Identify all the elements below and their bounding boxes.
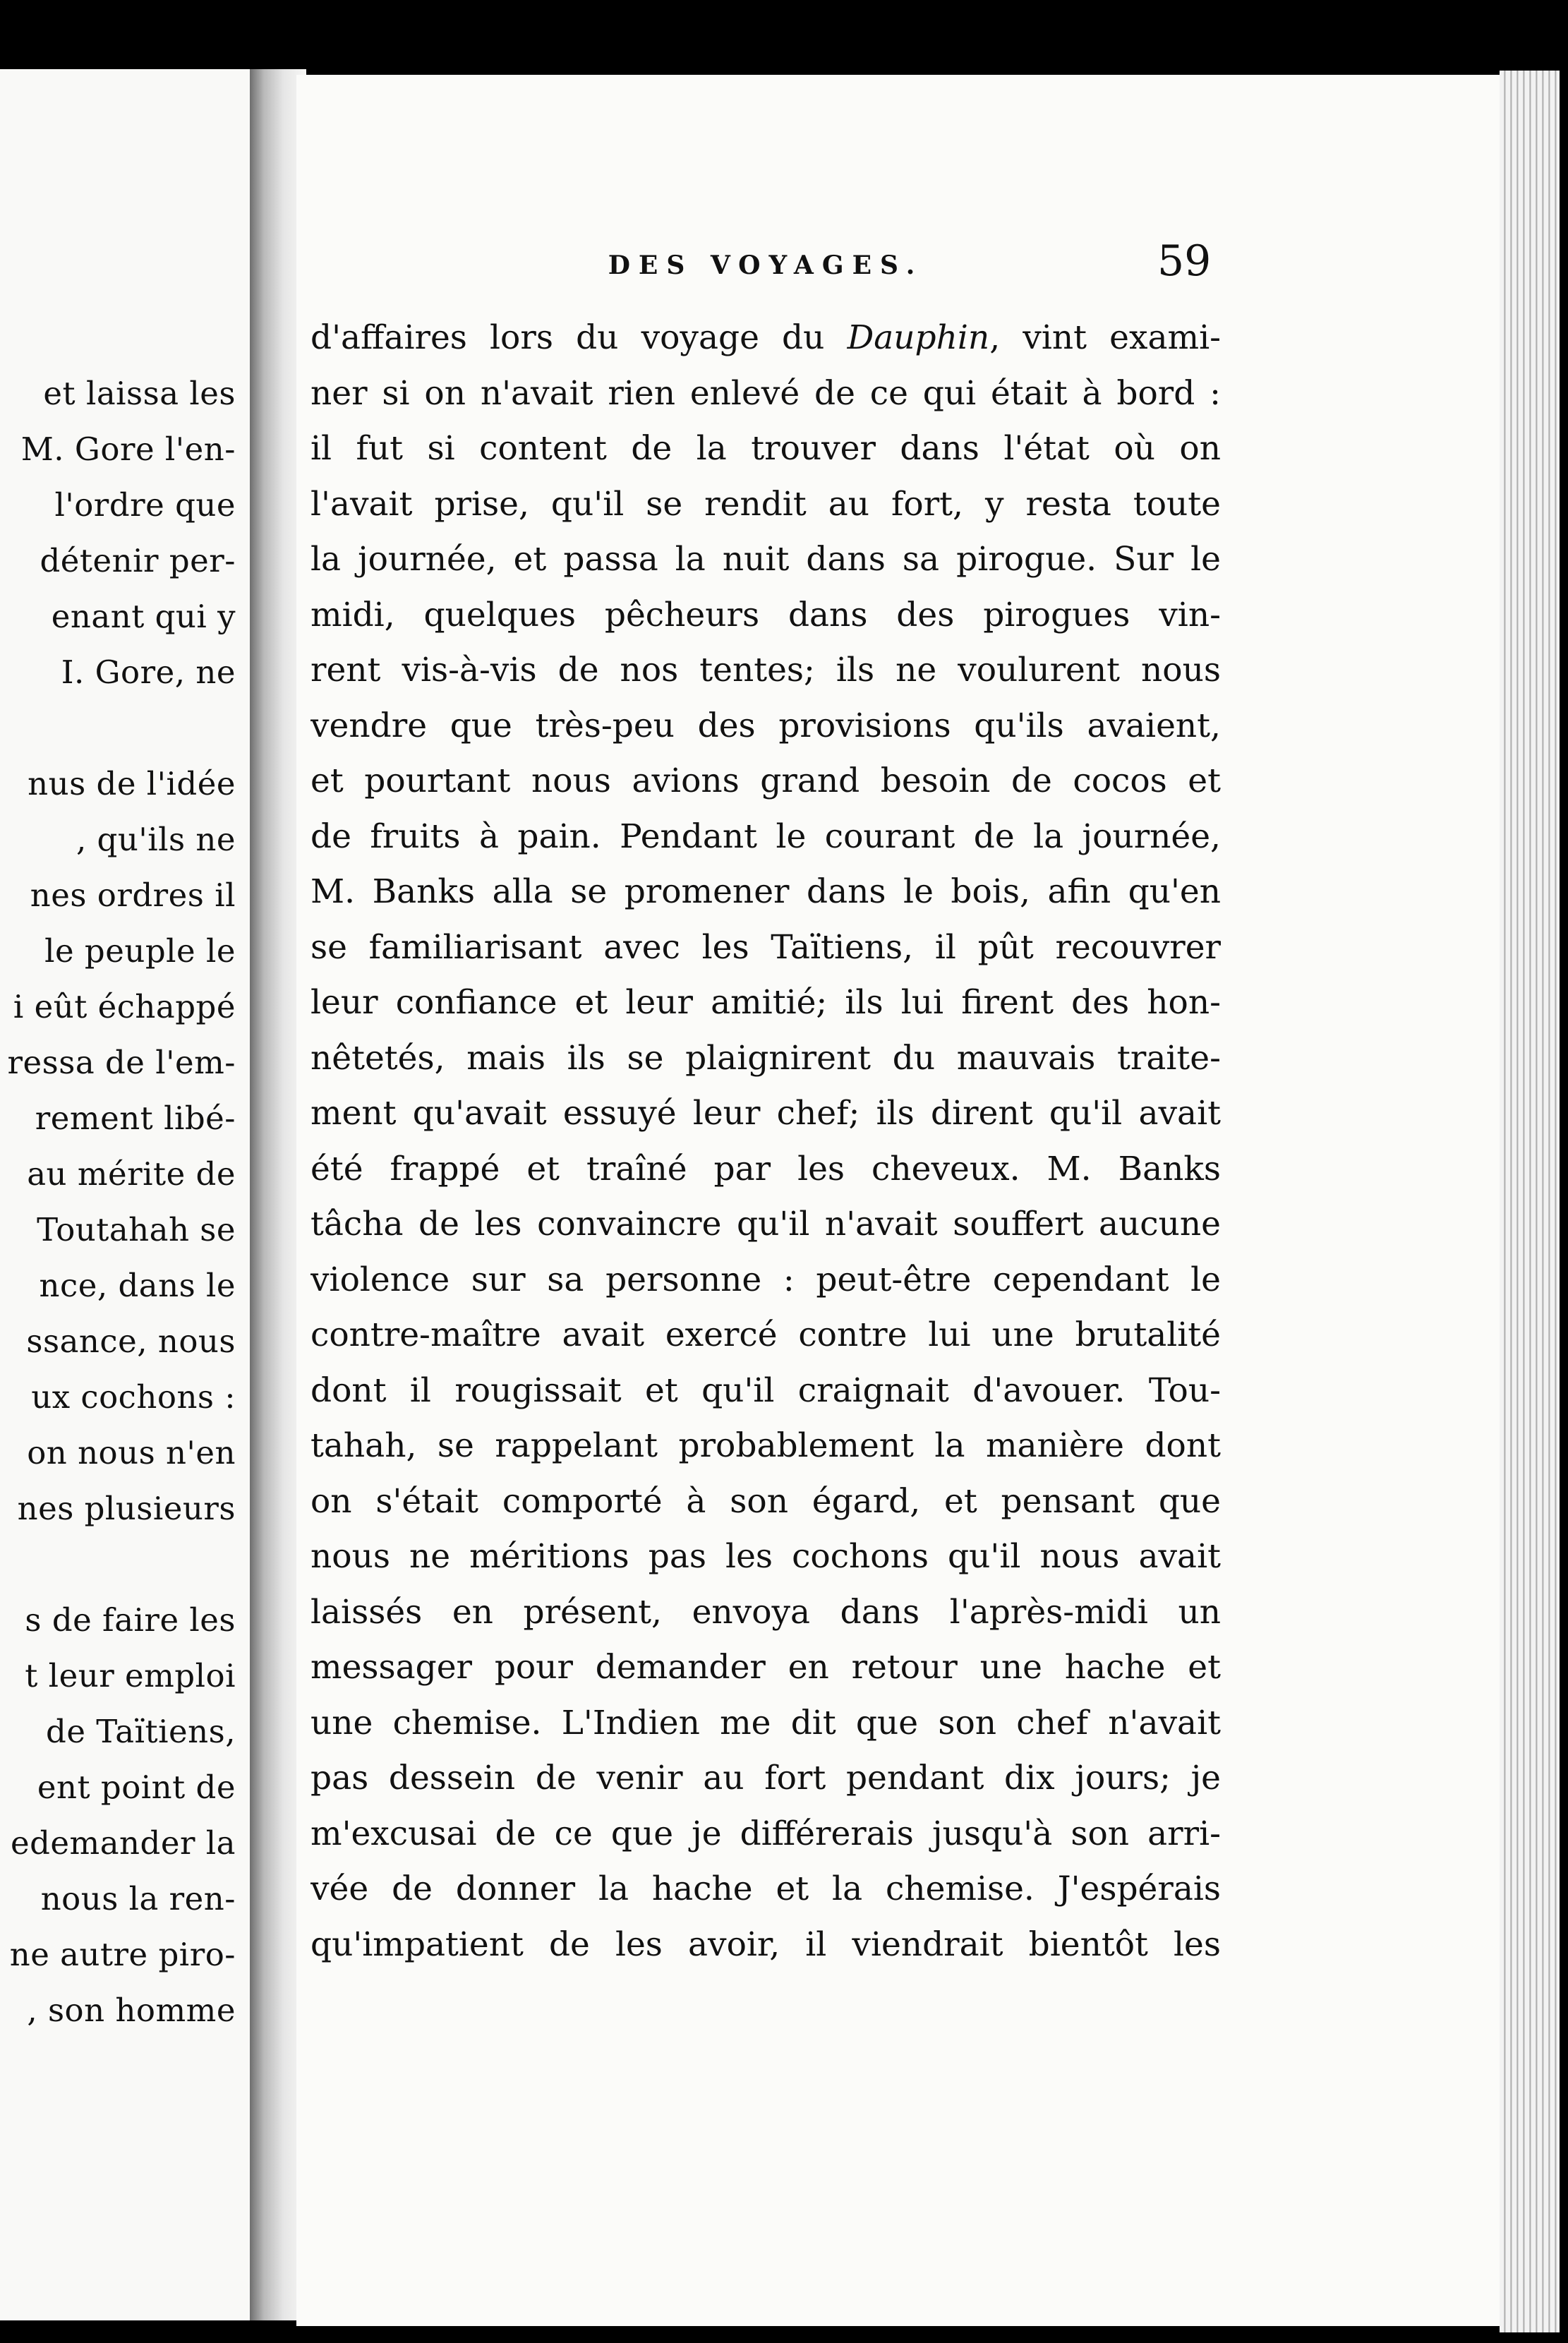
text-line xyxy=(310,1529,1221,1585)
text-span: tahah, se rappelant probablement la manière dont xyxy=(310,1426,1221,1465)
text-line xyxy=(310,1862,1221,1917)
ship-name-italic: Dauphin xyxy=(847,318,990,357)
left-line-blank xyxy=(0,700,236,756)
text-line xyxy=(310,1807,1221,1862)
text-span: nous ne méritions pas les cochons qu'il nous avait xyxy=(310,1537,1221,1576)
text-line xyxy=(310,532,1221,588)
left-line: nous la ren- xyxy=(40,1880,236,1917)
text-span: laissés en présent, envoya dans l'après-midi un xyxy=(310,1592,1221,1632)
text-line xyxy=(310,1308,1221,1363)
text-line xyxy=(310,1585,1221,1641)
text-line xyxy=(310,1917,1221,1973)
text-line xyxy=(310,1474,1221,1530)
body-text xyxy=(310,311,1221,1972)
text-span: se familiarisant avec les Taïtiens, il pût recouvrer xyxy=(310,927,1221,967)
text-span: et pourtant nous avions grand besoin de cocos et xyxy=(310,761,1221,800)
text-span: m'excusai de ce que je différerais jusqu'à son arri- xyxy=(310,1814,1221,1853)
left-page-text xyxy=(0,366,236,2038)
page-edges xyxy=(1500,71,1560,2332)
text-span: M. Banks alla se promener dans le bois, afin qu'en xyxy=(310,872,1221,911)
text-line xyxy=(310,588,1221,644)
text-span: leur confiance et leur amitié; ils lui firent des hon- xyxy=(310,983,1221,1022)
text-line xyxy=(310,366,1221,422)
left-line: Toutahah se xyxy=(37,1211,236,1248)
text-line xyxy=(310,920,1221,976)
text-span: nêtetés, mais ils se plaignirent du mauvais traite- xyxy=(310,1038,1221,1078)
text-line xyxy=(310,1363,1221,1419)
left-line: rement libé- xyxy=(35,1100,236,1137)
left-line: , qu'ils ne xyxy=(76,821,236,858)
text-span: midi, quelques pêcheurs dans des pirogues vin- xyxy=(310,595,1221,634)
text-line xyxy=(310,311,1221,366)
left-line: nce, dans le xyxy=(39,1267,236,1304)
text-line xyxy=(310,1751,1221,1807)
text-line xyxy=(310,699,1221,754)
left-line: et laissa les xyxy=(43,375,236,412)
left-line: de Taïtiens, xyxy=(46,1713,236,1750)
left-line: I. Gore, ne xyxy=(61,653,236,691)
text-line xyxy=(310,809,1221,865)
text-line xyxy=(310,975,1221,1031)
text-line xyxy=(310,1419,1221,1474)
left-line: ressa de l'em- xyxy=(7,1044,236,1081)
text-span: violence sur sa personne : peut-être cependant le xyxy=(310,1260,1221,1299)
text-line xyxy=(310,754,1221,809)
left-line: s de faire les xyxy=(25,1601,236,1639)
running-head: DES VOYAGES. xyxy=(608,251,924,280)
left-line: M. Gore l'en- xyxy=(20,430,236,468)
text-span: tâcha de les convaincre qu'il n'avait souffert aucune xyxy=(310,1205,1221,1243)
left-page xyxy=(0,69,251,2320)
text-span: ner si on n'avait rien enlevé de ce qui était à bord : xyxy=(310,373,1221,413)
left-line: le peuple le xyxy=(44,932,236,970)
text-span: on s'était comporté à son égard, et pensant que xyxy=(310,1481,1221,1521)
text-span: vendre que très-peu des provisions qu'ils avaient, xyxy=(310,706,1221,745)
text-line xyxy=(310,1031,1221,1087)
text-span: ment qu'avait essuyé leur chef; ils dirent qu'il avait xyxy=(310,1094,1221,1133)
left-line: nus de l'idée xyxy=(28,765,236,802)
left-line: on nous n'en xyxy=(27,1434,236,1471)
left-line: nes ordres il xyxy=(30,877,236,914)
text-line xyxy=(310,1253,1221,1308)
text-span: pas dessein de venir au fort pendant dix jours; je xyxy=(310,1759,1221,1797)
page-number: 59 xyxy=(1157,236,1212,286)
left-line: l'ordre que xyxy=(54,486,236,524)
text-span: la journée, et passa la nuit dans sa pirogue. Sur le xyxy=(310,540,1221,579)
text-line xyxy=(310,643,1221,699)
text-span: été frappé et traîné par les cheveux. M. Banks xyxy=(310,1149,1221,1188)
left-line: t leur emploi xyxy=(25,1657,236,1694)
left-line: ssance, nous xyxy=(26,1323,236,1360)
left-line: détenir per- xyxy=(40,542,236,579)
text-span: , vint exami- xyxy=(989,318,1221,357)
text-line xyxy=(310,1197,1221,1253)
text-span: l'avait prise, qu'il se rendit au fort, y resta toute xyxy=(310,484,1221,524)
text-span: contre-maître avait exercé contre lui une brutalité xyxy=(310,1315,1221,1354)
left-line: enant qui y xyxy=(51,598,236,635)
left-line: ne autre piro- xyxy=(9,1936,236,1973)
text-line xyxy=(310,1640,1221,1696)
text-span: qu'impatient de les avoir, il viendrait bientôt les xyxy=(310,1925,1221,1964)
left-line: ent point de xyxy=(37,1769,236,1806)
text-span: une chemise. L'Indien me dit que son chef n'avait xyxy=(310,1703,1221,1742)
left-line-blank xyxy=(0,1536,236,1592)
left-line: nes plusieurs xyxy=(17,1490,236,1527)
text-span: rent vis-à-vis de nos tentes; ils ne voulurent nous xyxy=(310,651,1221,689)
text-span: il fut si content de la trouver dans l'état où on xyxy=(310,429,1221,468)
text-line xyxy=(310,1696,1221,1752)
left-line: au mérite de xyxy=(27,1155,236,1193)
text-line xyxy=(310,421,1221,477)
left-line: , son homme xyxy=(27,1992,236,2029)
text-span: d'affaires lors du voyage du xyxy=(310,318,848,357)
text-span: de fruits à pain. Pendant le courant de la journée, xyxy=(310,817,1221,856)
text-line xyxy=(310,477,1221,533)
text-line xyxy=(310,865,1221,920)
text-line xyxy=(310,1086,1221,1142)
text-span: dont il rougissait et qu'il craignait d'avouer. Tou- xyxy=(310,1371,1221,1410)
left-line: i eût échappé xyxy=(13,988,236,1025)
left-line: edemander la xyxy=(10,1824,236,1862)
text-span: vée de donner la hache et la chemise. J'espérais xyxy=(310,1869,1221,1908)
text-line xyxy=(310,1142,1221,1198)
text-span: messager pour demander en retour une hache et xyxy=(310,1648,1221,1687)
left-line: ux cochons : xyxy=(31,1378,236,1416)
